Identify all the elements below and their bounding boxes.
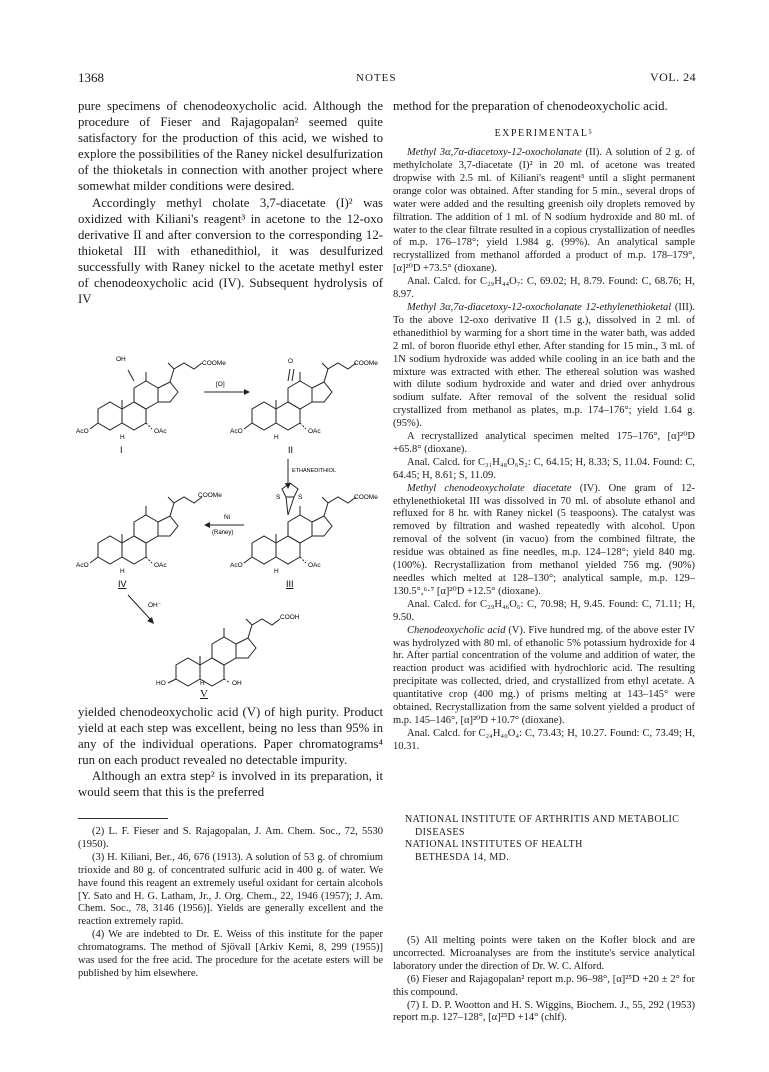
- experiment-3-title: Methyl chenodeoxycholate diacetate: [407, 482, 572, 494]
- label-cooh: COOH: [280, 614, 300, 621]
- label-aco: AcO: [76, 428, 89, 435]
- experiment-2: [393, 302, 695, 431]
- label-h-5: H: [200, 680, 205, 687]
- label-h: H: [120, 434, 125, 441]
- experiment-1: [393, 147, 695, 276]
- label-hydroxide: OH⁻: [148, 602, 162, 609]
- label-oh: OH: [116, 356, 126, 363]
- label-aco-4: AcO: [76, 562, 89, 569]
- footnote-3: (3) H. Kiliani, Ber., 46, 676 (1913). A solution of 53 g. of chromium trioxide and 80 g. of concentrated sulfuric acid in 400 g. of water. We have found this reagent an extremely useful oxidant for certain alcohols [Y. Sato and H. G. Latham, Jr., J. Org. Chem., 22, 1946 (1957); J. Am. Chem. Soc., 78, 3146 (1956)]. Yields are generally excellent and the reaction extremely rapid.: [78, 851, 383, 928]
- footnote-4: (4) We are indebted to Dr. E. Weiss of this institute for the paper chromatograms. The method of Sjövall [Arkiv Kemi, 8, 299 (1955)] was used for the free acid. The procedure for the acetate esters will be published by him elsewhere.: [78, 929, 383, 979]
- label-h-4: H: [120, 568, 125, 575]
- page-number: 1368: [78, 70, 104, 85]
- analysis-4: Anal. Calcd. for C₂₄H₄₀O₄: C, 73.43; H, 10.27. Found: C, 73.49; H, 10.31.: [393, 727, 695, 752]
- footnote-6: (6) Fieser and Rajagopalan² report m.p. 96–98°, [α]²⁵D +20 ± 2° for this compound.: [393, 973, 695, 998]
- label-o: O: [288, 358, 294, 365]
- footnote-2: (2) L. F. Fieser and S. Rajagopalan, J. Am. Chem. Soc., 72, 5530 (1950).: [78, 826, 383, 850]
- label-coome-4: COOMe: [198, 492, 222, 499]
- affiliation-line-4: BETHESDA 14, MD.: [415, 851, 510, 863]
- footnotes-right: [393, 935, 695, 1025]
- label-coome: COOMe: [202, 360, 226, 367]
- procedure-paragraph: Accordingly methyl cholate 3,7-diacetate (I)² was oxidized with Kiliani's reagent³ in acetone to the 12-oxo derivative II and after conversion to the corresponding 12-thioketal III with ethanedithiol, it was desulfurized successfully with Raney nickel to the acetate methyl ester of chenodeoxycholic acid (IV). Subsequent hydrolysis of IV: [78, 195, 383, 307]
- experiment-3: [393, 483, 695, 599]
- compound-numeral-4: IV: [118, 579, 127, 589]
- intro-paragraph: pure specimens of chenodeoxycholic acid. Although the procedure of Fieser and Rajagopalan² seemed quite satisfactory for the production of this acid, we wished to explore the possibilities of the Raney nickel desulfurization of the thioketals in connection with another project where somewhat milder conditions were desired.: [78, 99, 383, 194]
- compound-numeral-3: III: [286, 579, 294, 589]
- results-paragraph: yielded chenodeoxycholic acid (V) of high purity. Product yield at each step was excellent, being no less than 95% in any of the individual operations. Paper chromatograms⁴ run on each product revealed no detectable impurity.: [78, 705, 383, 768]
- affiliation-line-3: NATIONAL INSTITUTES OF HEALTH: [405, 839, 583, 851]
- volume-label: VOL. 24: [650, 70, 697, 84]
- footnote-7: (7) I. D. P. Wootton and H. S. Wiggins, Biochem. J., 55, 292 (1953) report m.p. 127–128°, [α]²⁵D +14° (chlf).: [393, 999, 695, 1024]
- experiment-1-title: Methyl 3α,7α-diacetoxy-12-oxocholanate: [407, 147, 582, 159]
- label-h-3: H: [274, 568, 279, 575]
- label-s2: S: [298, 494, 303, 501]
- analysis-2: Anal. Calcd. for C₃₁H₄₈O₆S₂: C, 64.15; H, 8.33; S, 11.04. Found: C, 64.45; H, 8.61; S, 11.09.: [393, 456, 695, 481]
- affiliation-line-1: NATIONAL INSTITUTE OF ARTHRITIS AND METABOLIC: [405, 814, 680, 825]
- recrystallization-2: A recrystallized analytical specimen melted 175–176°, [α]²⁰D +65.8° (dioxane).: [393, 431, 695, 455]
- label-oac: OAc: [154, 428, 167, 435]
- conclusion-paragraph: Although an extra step² is involved in its preparation, it would seem that this is the preferred: [78, 769, 383, 800]
- footnote-rule-left: [78, 818, 168, 819]
- compound-numeral-1: I: [120, 445, 123, 455]
- left-column-top: [78, 98, 383, 307]
- left-column-bottom: [78, 704, 383, 801]
- label-oac-4: OAc: [154, 562, 167, 569]
- method-continuation: method for the preparation of chenodeoxycholic acid.: [393, 99, 668, 113]
- experiment-2-title: Methyl 3α,7α-diacetoxy-12-oxocholanate 12-ethylenethioketal: [407, 301, 672, 313]
- label-coome-2: COOMe: [354, 360, 378, 367]
- label-oac-2: OAc: [308, 428, 321, 435]
- experiment-4-title: Chenodeoxycholic acid: [407, 624, 506, 636]
- reaction-scheme: [76, 337, 386, 687]
- label-h-2: H: [274, 434, 279, 441]
- right-column: [393, 98, 695, 754]
- experiment-4: [393, 625, 695, 728]
- analysis-3: Anal. Calcd. for C₂₉H₄₆O₆: C, 70.98; H, 9.45. Found: C, 71.11; H, 9.50.: [393, 598, 695, 623]
- affiliation: [405, 814, 695, 864]
- experiment-3-text: (IV). One gram of 12-ethylenethioketal III was dissolved in 70 ml. of absolute ethanol and refluxed for 8 hr. with Raney nickel (5 teaspoons). The catalyst was removed by filtration and washed repeatedly with alcohol. Upon removal of the solvent (in vacuo) from the combined filtrate, the residue was obtained as fine needles, m.p. 124–128°; yield 840 mg. (100%). Recrystallization from methanol yielded 756 mg. (90%) needles which melted at 128–130°; analytical sample, m.p. 129–130.5°,⁶·⁷ [α]²⁰D +12.5° (dioxane).: [393, 482, 696, 597]
- footnotes-left: [78, 826, 383, 981]
- label-aco-3: AcO: [230, 562, 243, 569]
- label-ethanedithiol: ETHANEDITHIOL: [292, 468, 337, 474]
- label-raney: (Raney): [212, 530, 234, 536]
- analysis-1: Anal. Calcd. for C₂₉H₄₄O₇: C, 69.02; H, 8.79. Found: C, 68.76; H, 8.97.: [393, 276, 695, 301]
- label-ni: Ni: [224, 514, 231, 521]
- compound-numeral-5: V: [200, 688, 208, 700]
- experiment-2-text: (III). To the above 12-oxo derivative II (1.5 g.), dissolved in 2 ml. of ethanedithiol by warming for a short time in the water bath, was added 2 ml. of boron fluoride ethyl ether. After standing for 15 min., 3 ml. of 1N sodium hydroxide was added while cooling in an ice bath and the mixture was extracted with ether. The ethereal solution was washed with dilute sodium hydroxide and water and dried over anhydrous sodium sulfate. After removal of the solvent the residual solid crystallized from methanol as plates, m.p. 174–176°; yield 1.64 g. (95%).: [393, 301, 696, 430]
- label-aco-2: AcO: [230, 428, 243, 435]
- footnote-5: (5) All melting points were taken on the Kofler block and are uncorrected. Microanalyses are from the institute's service analytical laboratory under the direction of Dr. W. C. Alford.: [393, 935, 695, 972]
- running-head: NOTES: [356, 72, 397, 84]
- label-oh-5: OH: [232, 680, 242, 687]
- label-s1: S: [276, 494, 281, 501]
- label-ho: HO: [156, 680, 166, 687]
- label-oxidant: [O]: [216, 381, 225, 388]
- affiliation-line-2: DISEASES: [415, 826, 465, 838]
- label-oac-3: OAc: [308, 562, 321, 569]
- experiment-1-text: (II). A solution of 2 g. of methylcholate 3,7-diacetate (I)² in 20 ml. of acetone was treated dropwise with 2.5 ml. of Kiliani's reagent³ until a slight permanent orange color was obtained. After standing for 5 min., several drops of water were added and the resulting greenish oily droplets removed by filtration. The addition of 1 ml. of N sodium hydroxide and 80 ml. of water to the clear filtrate resulted in a copious crystallization of needles of m.p. 176–178°; yield 1.984 g. (99%). An analytical sample recrystallized from methanol afforded a product of m.p. 178–179°, [α]²⁰D +73.5° (dioxane).: [393, 147, 695, 275]
- compound-numeral-2: II: [288, 445, 294, 455]
- experiment-4-text: (V). Five hundred mg. of the above ester IV was hydrolyzed with 80 ml. of ethanolic 5% potassium hydroxide for 4 hr. After partial concentration of the volume and addition of water, the reaction product was acidified with hydrochloric acid. The resulting precipitate was collected, dried, and crystallized from ethyl acetate. A quantitative crop (400 mg.) of prisms melting at 143–145° were obtained. Recrystallization from the same solvent yielded a product of m.p. 145–146°, [α]²⁰D +10.7° (dioxane).: [393, 624, 695, 726]
- label-coome-3: COOMe: [354, 494, 378, 501]
- experimental-heading: EXPERIMENTAL⁵: [494, 128, 594, 140]
